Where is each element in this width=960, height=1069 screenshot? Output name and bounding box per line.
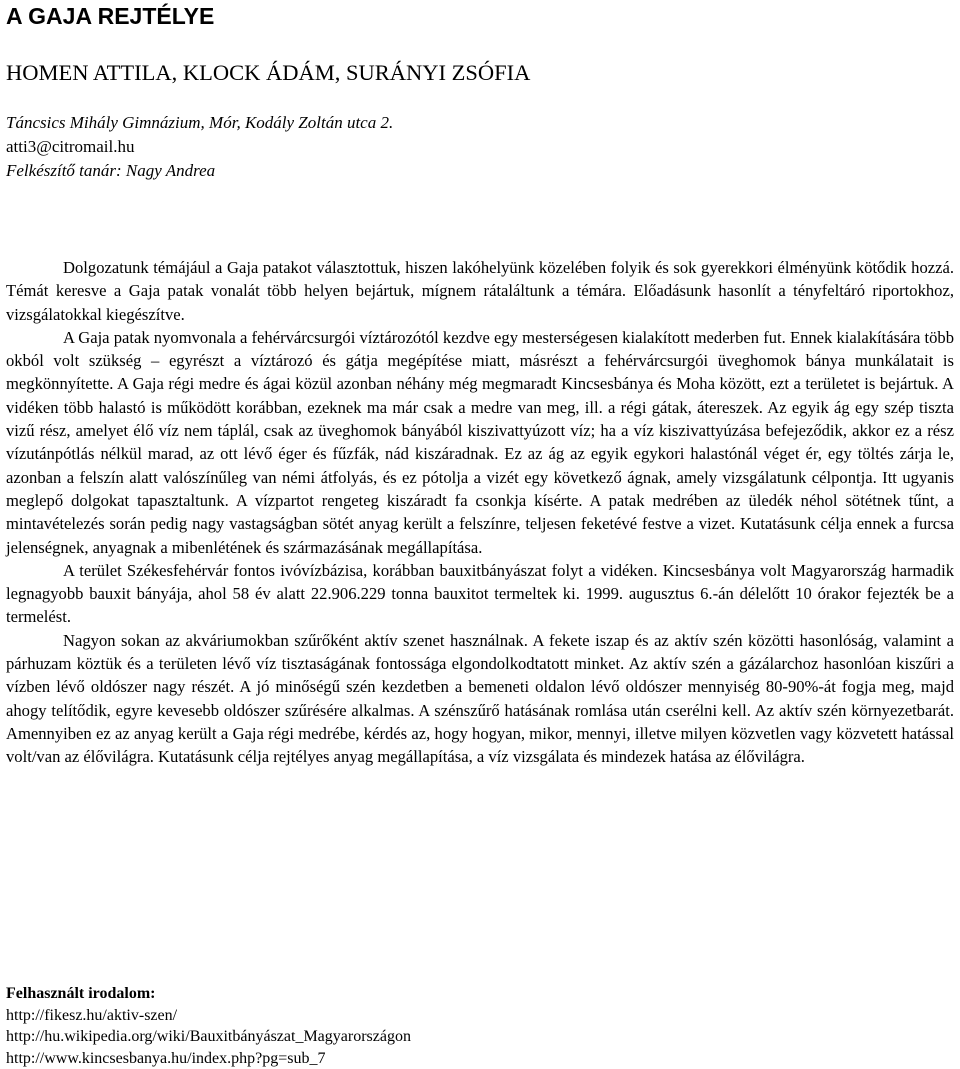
paragraph-riverbed: A Gaja patak nyomvonala a fehérvárcsurgói víztározótól kezdve egy mesterségesen kialakított mederben fut. Ennek kialakítására több okból volt szükség – egyrészt a víztározó és gátja megépítése miatt, másrészt a fehérvárcsurgói üveghomok bánya munkálatait is megkönnyítette. A Gaja régi medre és ágai közül azonban néhány még megmaradt Kincsesbánya és Moha között, ezt a területet is bejártuk. A vidéken több halastó is működött korábban, ezeknek ma már csak a medre van meg, ill. a régi gátak, átereszek. Az egyik ág egy szép tiszta vizű rész, amelyet élő víz nem táplál, csak az üveghomok bányából kiszivattyúzott víz; ha a víz kiszivattyúzása befejeződik, akkor ez a rész vízutánpótlás nélkül marad, az ott lévő éger és fűzfák, nád kiszáradnak. Ez az ág az egyik egykori halastónál véget ér, egy töltés zárja le, azonban a felszín alatt valószínűleg van némi átfolyás, és ez pótolja a vizét egy következő ágnak, amely vizsgálatunk célpontja. Itt ugyanis meglepő dolgokat tapasztaltunk. A vízpartot rengeteg kiszáradt fa csonkja kísérte. A patak medrében az üledék néhol sötétnek tűnt, a mintavételezés során pedig nagy vastagságban sötét anyag került a felszínre, teljesen feketévé festve a vizet. Kutatásunk célja ennek a furcsa jelenségnek, anyagnak a mibenlétének és származásának megállapítása. [6,327,954,557]
paragraph-intro: Dolgozatunk témájául a Gaja patakot választottuk, hiszen lakóhelyünk közelében folyik és sok gyerekkori élményünk kötődik hozzá. Témát keresve a Gaja patak vonalát több helyen bejártuk, mígnem rátaláltunk a témára. Előadásunk hasonlít a tényfeltáró riportokhoz, vizsgálatokkal kiegészítve. [6,258,954,324]
document-title: A GAJA REJTÉLYE [6,3,215,29]
abstract-body [6,256,954,769]
contact-email: atti3@citromail.hu [6,137,135,156]
paragraph-activated-carbon: Nagyon sokan az akváriumokban szűrőként aktív szenet használnak. A fekete iszap és az aktív szén közötti hasonlóság, valamint a párhuzam köztük és a területen lévő víz tisztaságának fontossága elgondolkodtatott minket. Az aktív szén a gázálarchoz hasonlóan kiszűri a vízben lévő oldószer nagy részét. A jó minőségű szén kezdetben a bemeneti oldalon lévő oldószer mennyiség 80-90%-át fogja meg, majd ahogy telítődik, egyre kevesebb oldószer szűrésére alkalmas. A szénszűrő hatásának romlása után cserélni kell. Az aktív szén környezetbarát. Amennyiben ez az anyag került a Gaja régi medrébe, kérdés az, hogy hogyan, mikor, mennyi, illetve milyen közvetlen vagy közvetett hatással volt/van az élővilágra. Kutatásunk célja rejtélyes anyag megállapítása, a víz vizsgálata és mindezek hatása az élővilágra. [6,630,954,767]
references-section [6,983,411,1069]
reference-link-fikesz[interactable]: http://fikesz.hu/aktiv-szen/ [6,1006,178,1024]
school-address: Táncsics Mihály Gimnázium, Mór, Kodály Zoltán utca 2. [6,113,394,132]
supervising-teacher: Felkészítő tanár: Nagy Andrea [6,161,216,180]
reference-link-kincsesbanya[interactable]: http://www.kincsesbanya.hu/index.php?pg=sub_7 [6,1049,326,1067]
paragraph-bauxite: A terület Székesfehérvár fontos ivóvízbázisa, korábban bauxitbányászat folyt a vidéken. Kincsesbánya volt Magyarország harmadik legnagyobb bauxit bányája, ahol 58 év alatt 22.906.229 tonna bauxitot termeltek ki. 1999. augusztus 6.-án délelőtt 10 órakor fejezték be a termelést. [6,560,954,627]
reference-link-wikipedia[interactable]: http://hu.wikipedia.org/wiki/Bauxitbányászat_Magyarországon [6,1028,411,1045]
authors-line: HOMEN ATTILA, KLOCK ÁDÁM, SURÁNYI ZSÓFIA [6,60,531,85]
references-heading: Felhasznált irodalom: [6,985,156,1002]
